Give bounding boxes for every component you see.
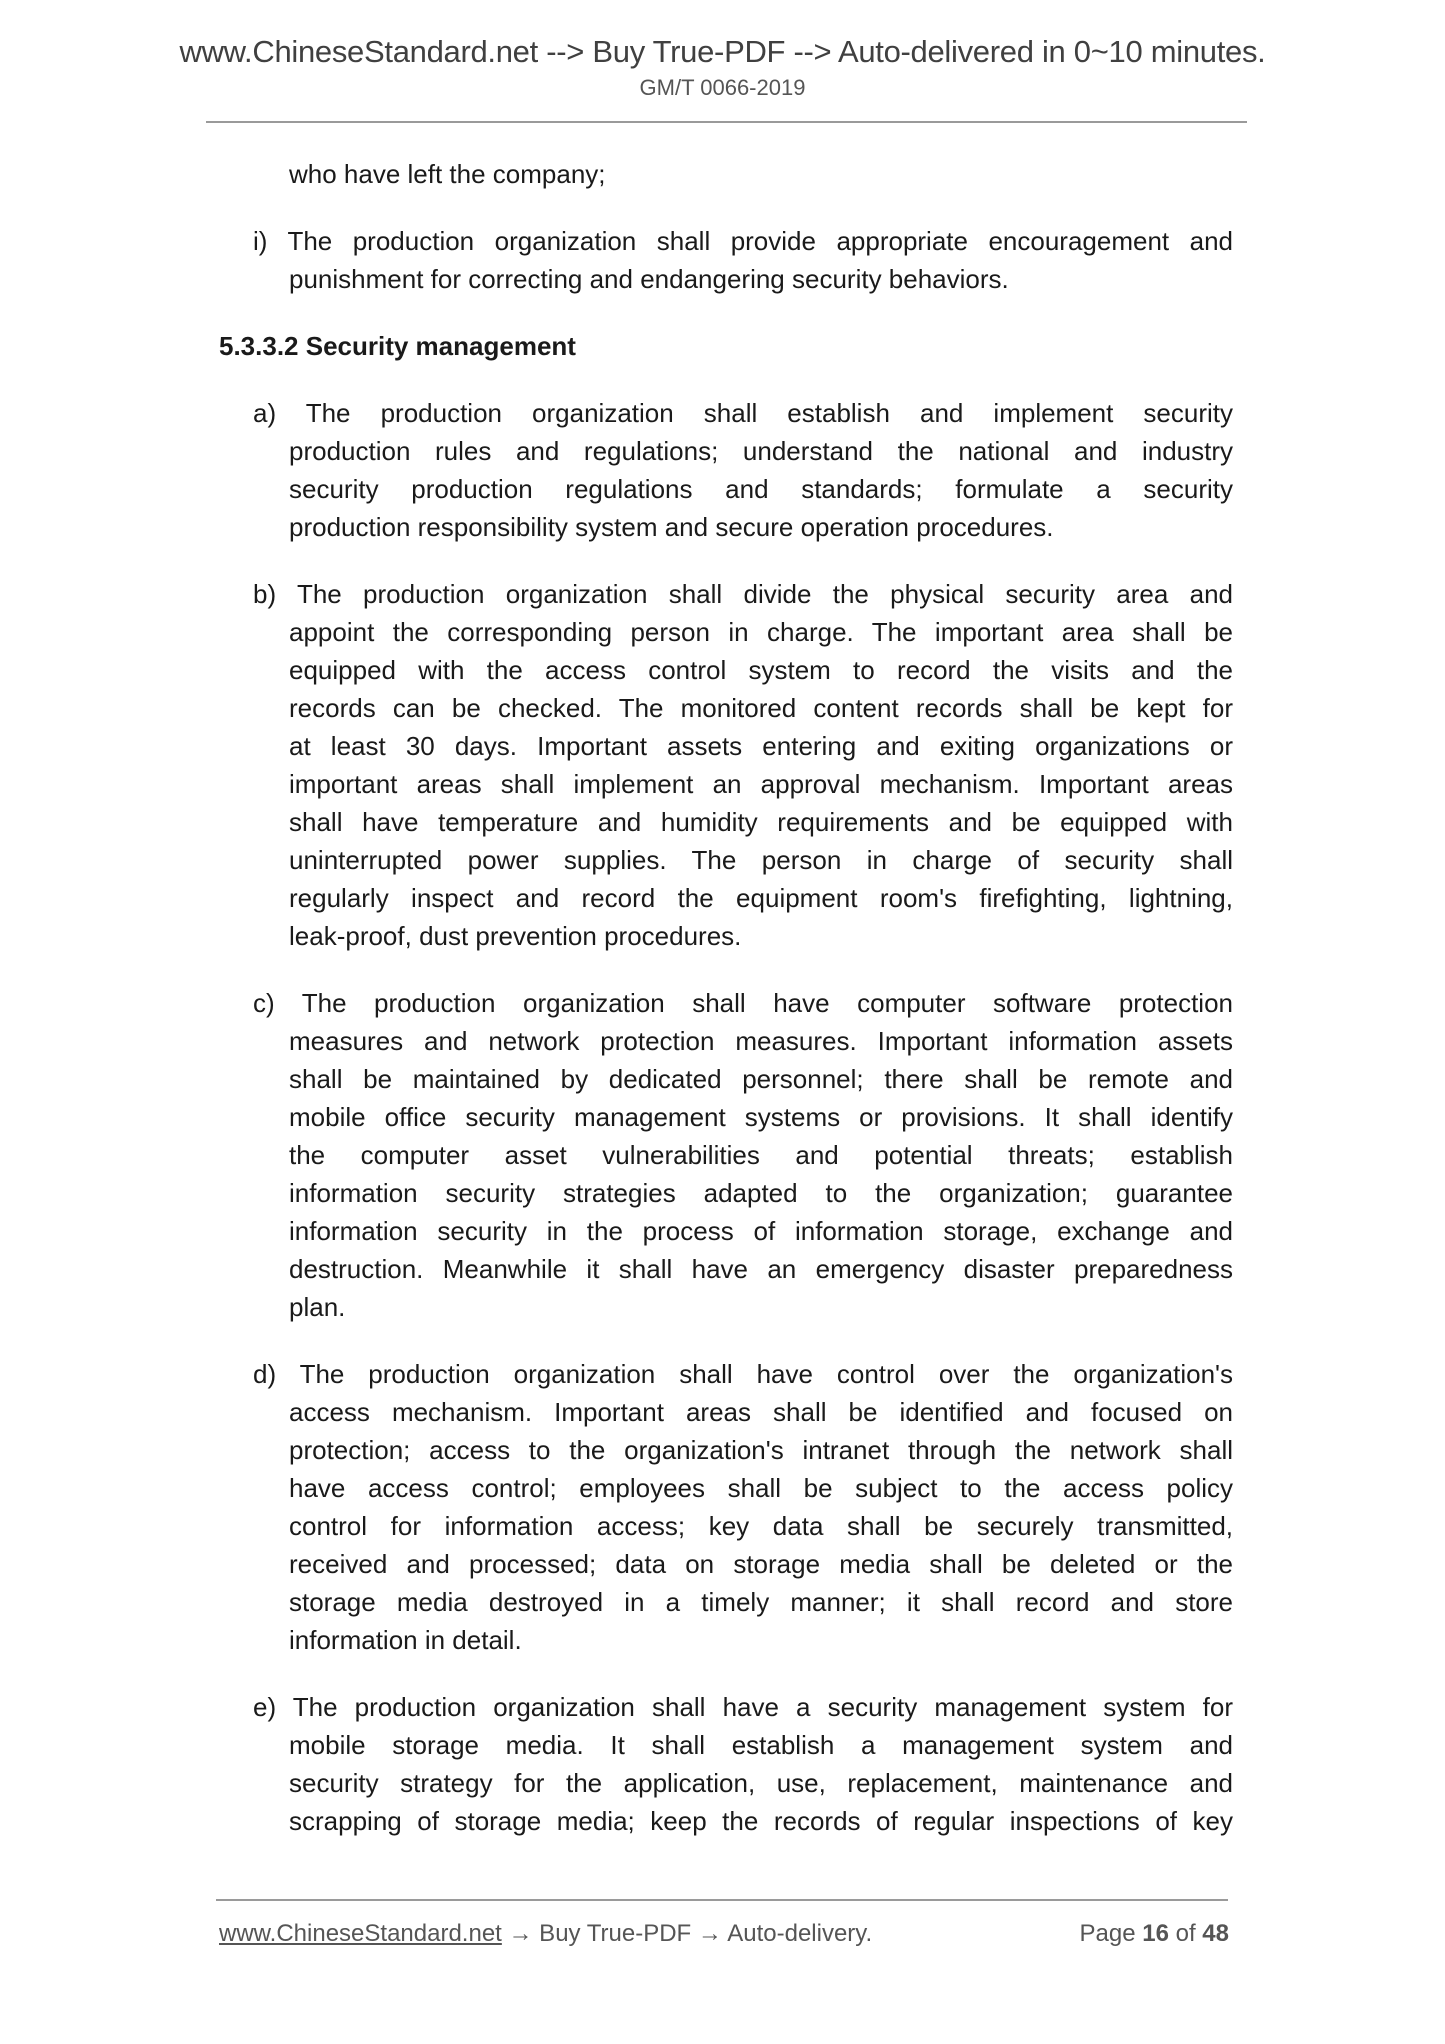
text-line: mobile storage media. It shall establish a management system and — [289, 1730, 1233, 1760]
text-line: records can be checked. The monitored content records shall be kept for — [289, 693, 1233, 723]
text-line: production responsibility system and secure operation procedures. — [289, 512, 1054, 542]
list-item — [253, 1355, 1233, 1659]
text-line: access mechanism. Important areas shall be identified and focused on — [289, 1397, 1233, 1427]
text-line: destruction. Meanwhile it shall have an emergency disaster preparedness — [289, 1254, 1233, 1284]
list-item — [253, 394, 1233, 546]
text-line: information security strategies adapted to the organization; guarantee — [289, 1178, 1233, 1208]
text-line: b) The production organization shall divide the physical security area and — [253, 579, 1233, 609]
page-number: 16 — [1142, 1920, 1169, 1947]
text-line: the computer asset vulnerabilities and potential threats; establish — [289, 1140, 1233, 1170]
header-divider — [206, 121, 1247, 123]
text-line: shall have temperature and humidity requirements and be equipped with — [289, 807, 1233, 837]
text-line: c) The production organization shall have computer software protection — [253, 988, 1233, 1018]
text-line: protection; access to the organization's intranet through the network shall — [289, 1435, 1233, 1465]
text-line: a) The production organization shall establish and implement security — [253, 398, 1233, 428]
list-item — [253, 984, 1233, 1326]
text-line: punishment for correcting and endangering security behaviors. — [289, 264, 1009, 294]
text-line: mobile office security management systems or provisions. It shall identify — [289, 1102, 1233, 1132]
text-line: i) The production organization shall provide appropriate encouragement and — [253, 226, 1233, 256]
text-line: plan. — [289, 1292, 346, 1322]
continuation-paragraph — [253, 155, 1233, 193]
text-line: storage media destroyed in a timely manner; it shall record and store — [289, 1587, 1233, 1617]
text-line: production rules and regulations; understand the national and industry — [289, 436, 1233, 466]
text-line: security production regulations and standards; formulate a security — [289, 474, 1233, 504]
of-label: of — [1175, 1920, 1196, 1947]
list-item — [253, 575, 1233, 955]
text-line: information security in the process of information storage, exchange and — [289, 1216, 1233, 1246]
text-line: who have left the company; — [289, 159, 606, 189]
text-line: at least 30 days. Important assets entering and exiting organizations or — [289, 731, 1233, 761]
item-list — [219, 394, 1233, 1840]
text-line: shall be maintained by dedicated personnel; there shall be remote and — [289, 1064, 1233, 1094]
text-line: control for information access; key data shall be securely transmitted, — [289, 1511, 1233, 1541]
footer-divider — [216, 1899, 1228, 1901]
text-line: scrapping of storage media; keep the records of regular inspections of key — [289, 1806, 1233, 1836]
footer-text: → Buy True-PDF → Auto-delivery. — [501, 1920, 873, 1947]
document-body — [219, 155, 1233, 1869]
text-line: received and processed; data on storage media shall be deleted or the — [289, 1549, 1233, 1579]
standard-code: GM/T 0066-2019 — [639, 75, 806, 100]
header-banner: www.ChineseStandard.net --> Buy True-PDF --> Auto-delivered in 0~10 minutes. — [179, 34, 1266, 69]
text-line: have access control; employees shall be subject to the access policy — [289, 1473, 1233, 1503]
text-line: d) The production organization shall have control over the organization's — [253, 1359, 1233, 1389]
text-line: information in detail. — [289, 1625, 522, 1655]
footer — [219, 1920, 1229, 1948]
item-i-paragraph — [253, 222, 1233, 298]
section-heading: 5.3.3.2 Security management — [219, 331, 576, 361]
text-line: important areas shall implement an approval mechanism. Important areas — [289, 769, 1233, 799]
text-line: regularly inspect and record the equipment room's firefighting, lightning, — [289, 883, 1233, 913]
list-item — [253, 1688, 1233, 1840]
text-line: equipped with the access control system to record the visits and the — [289, 655, 1233, 685]
text-line: security strategy for the application, use, replacement, maintenance and — [289, 1768, 1233, 1798]
text-line: uninterrupted power supplies. The person in charge of security shall — [289, 845, 1233, 875]
text-line: appoint the corresponding person in charge. The important area shall be — [289, 617, 1233, 647]
text-line: leak-proof, dust prevention procedures. — [289, 921, 742, 951]
page-label: Page — [1079, 1920, 1136, 1947]
footer-link[interactable]: www.ChineseStandard.net — [219, 1920, 502, 1947]
text-line: measures and network protection measures. Important information assets — [289, 1026, 1233, 1056]
text-line: e) The production organization shall have a security management system for — [253, 1692, 1233, 1722]
page-indicator — [1080, 1920, 1230, 1948]
total-pages: 48 — [1202, 1920, 1229, 1947]
